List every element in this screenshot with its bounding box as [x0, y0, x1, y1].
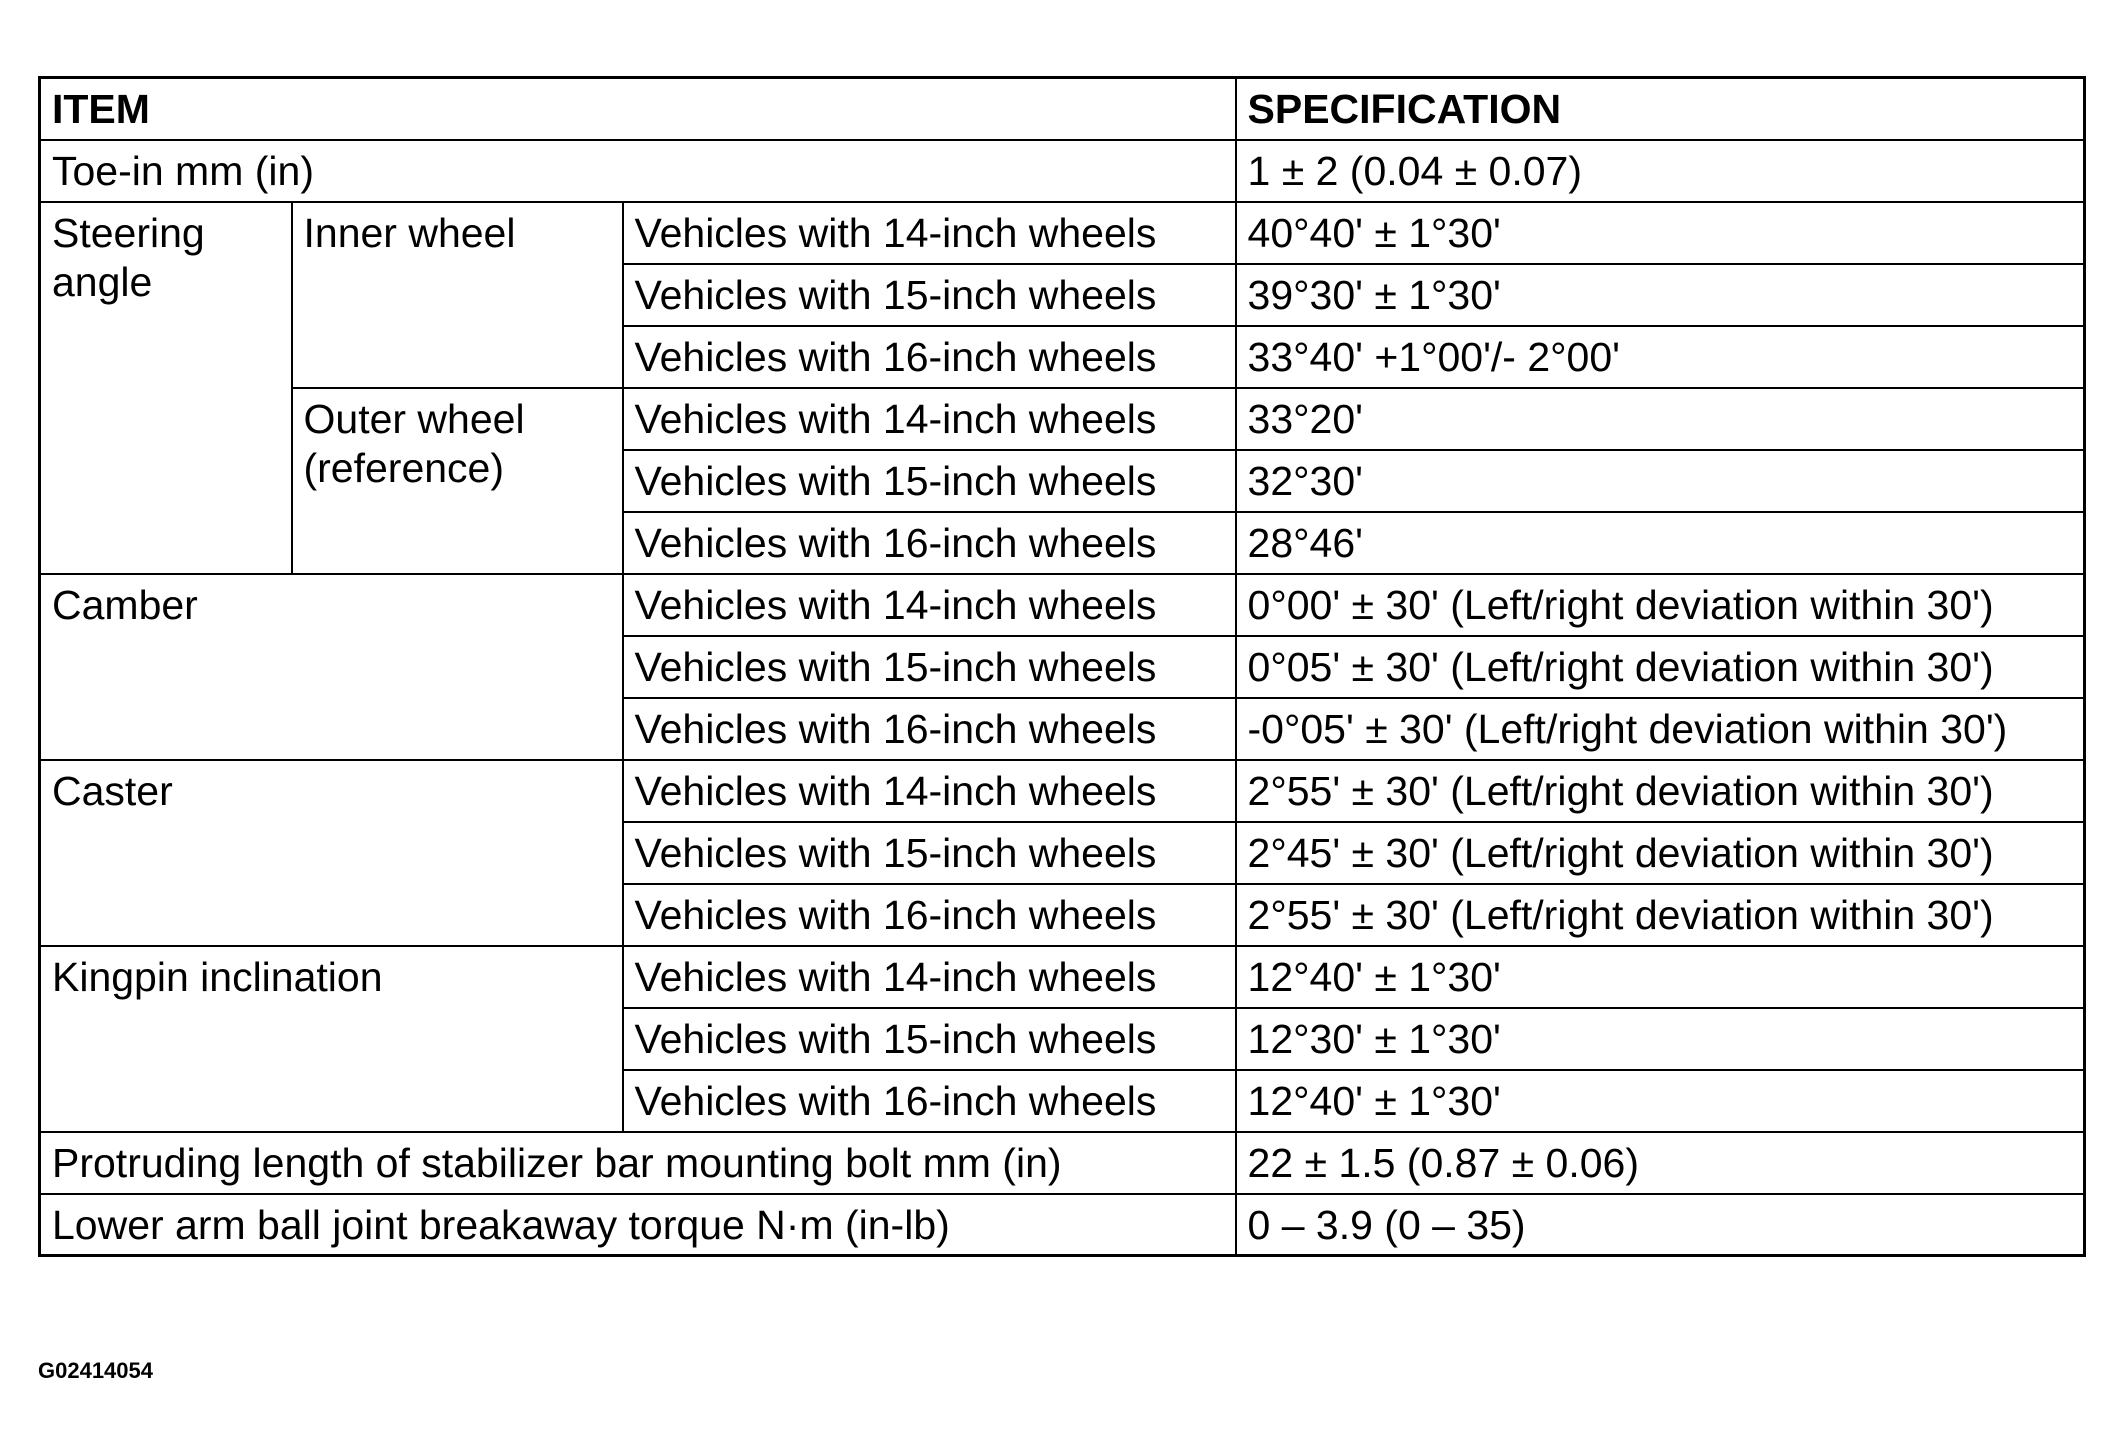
spec-cell: 2°45' ± 30' (Left/right deviation within 30') — [1236, 822, 2085, 884]
stabilizer-spec: 22 ± 1.5 (0.87 ± 0.06) — [1236, 1132, 2085, 1194]
ball-joint-spec: 0 – 3.9 (0 – 35) — [1236, 1194, 2085, 1256]
vehicle-cell: Vehicles with 16-inch wheels — [623, 698, 1236, 760]
ball-joint-label: Lower arm ball joint breakaway torque N·m (in-lb) — [40, 1194, 1236, 1256]
spec-cell: 33°20' — [1236, 388, 2085, 450]
table-row-ball-joint — [40, 1194, 2085, 1256]
inner-wheel-label: Inner wheel — [292, 202, 623, 388]
vehicle-cell: Vehicles with 15-inch wheels — [623, 822, 1236, 884]
spec-cell: 39°30' ± 1°30' — [1236, 264, 2085, 326]
vehicle-cell: Vehicles with 16-inch wheels — [623, 1070, 1236, 1132]
toe-in-spec: 1 ± 2 (0.04 ± 0.07) — [1236, 140, 2085, 202]
table-row-steering-inner-14 — [40, 202, 2085, 264]
spec-cell: 32°30' — [1236, 450, 2085, 512]
table-row-toe-in — [40, 140, 2085, 202]
spec-cell: 12°30' ± 1°30' — [1236, 1008, 2085, 1070]
steering-angle-label: Steering angle — [40, 202, 292, 574]
vehicle-cell: Vehicles with 15-inch wheels — [623, 1008, 1236, 1070]
toe-in-label: Toe-in mm (in) — [40, 140, 1236, 202]
vehicle-cell: Vehicles with 16-inch wheels — [623, 326, 1236, 388]
table-row-steering-outer-14 — [40, 388, 2085, 450]
header-row — [40, 78, 2085, 140]
spec-cell: 12°40' ± 1°30' — [1236, 946, 2085, 1008]
vehicle-cell: Vehicles with 15-inch wheels — [623, 264, 1236, 326]
spec-cell: 12°40' ± 1°30' — [1236, 1070, 2085, 1132]
spec-cell: 28°46' — [1236, 512, 2085, 574]
kingpin-label: Kingpin inclination — [40, 946, 623, 1132]
table-row-caster-14 — [40, 760, 2085, 822]
table-row-camber-14 — [40, 574, 2085, 636]
vehicle-cell: Vehicles with 14-inch wheels — [623, 388, 1236, 450]
spec-cell: -0°05' ± 30' (Left/right deviation within 30') — [1236, 698, 2085, 760]
vehicle-cell: Vehicles with 15-inch wheels — [623, 636, 1236, 698]
caster-label: Caster — [40, 760, 623, 946]
vehicle-cell: Vehicles with 14-inch wheels — [623, 574, 1236, 636]
spec-cell: 0°05' ± 30' (Left/right deviation within 30') — [1236, 636, 2085, 698]
header-specification: SPECIFICATION — [1236, 78, 2085, 140]
vehicle-cell: Vehicles with 14-inch wheels — [623, 202, 1236, 264]
vehicle-cell: Vehicles with 15-inch wheels — [623, 450, 1236, 512]
vehicle-cell: Vehicles with 14-inch wheels — [623, 946, 1236, 1008]
figure-code: G02414054 — [38, 1358, 153, 1383]
spec-cell: 2°55' ± 30' (Left/right deviation within 30') — [1236, 884, 2085, 946]
spec-cell: 33°40' +1°00'/- 2°00' — [1236, 326, 2085, 388]
specification-table — [38, 76, 2086, 1257]
camber-label: Camber — [40, 574, 623, 760]
table-row-stabilizer — [40, 1132, 2085, 1194]
spec-cell: 0°00' ± 30' (Left/right deviation within 30') — [1236, 574, 2085, 636]
vehicle-cell: Vehicles with 14-inch wheels — [623, 760, 1236, 822]
stabilizer-label: Protruding length of stabilizer bar mounting bolt mm (in) — [40, 1132, 1236, 1194]
vehicle-cell: Vehicles with 16-inch wheels — [623, 884, 1236, 946]
table-row-kingpin-14 — [40, 946, 2085, 1008]
outer-wheel-label: Outer wheel (reference) — [292, 388, 623, 574]
spec-cell: 2°55' ± 30' (Left/right deviation within 30') — [1236, 760, 2085, 822]
header-item: ITEM — [40, 78, 1236, 140]
spec-cell: 40°40' ± 1°30' — [1236, 202, 2085, 264]
vehicle-cell: Vehicles with 16-inch wheels — [623, 512, 1236, 574]
